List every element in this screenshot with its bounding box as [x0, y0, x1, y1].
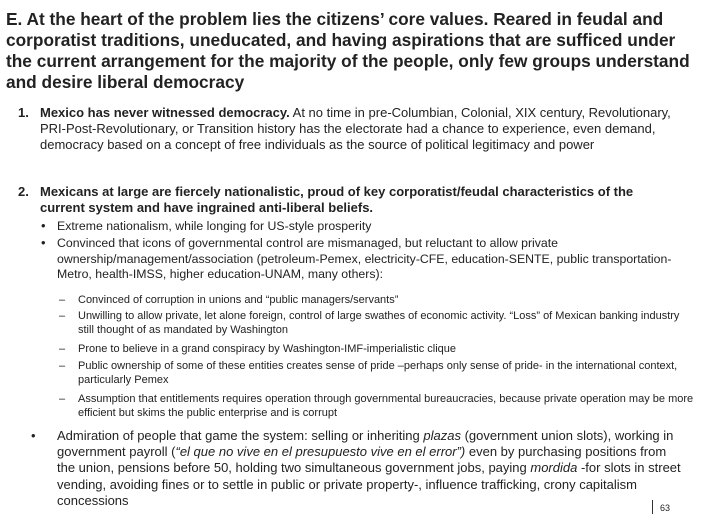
- page-number: 63: [660, 503, 671, 513]
- point-1: [40, 105, 700, 154]
- bullet-3-italic-plazas: plazas: [423, 428, 461, 443]
- point-2-number: 2.: [18, 184, 29, 199]
- dash-icon: –: [59, 360, 66, 372]
- dash-item-2: Unwilling to allow private, let alone foreign, control of large swathes of economic activity. “Loss” of Mexican banking industry still thought of as mandated by Washington: [78, 310, 680, 337]
- dash-icon: –: [59, 343, 66, 355]
- bullet-3-italic-mordida: mordida: [530, 460, 578, 476]
- point-2-heading: Mexicans at large are fiercely nationalistic, proud of key corporatist/feudal characteristics of the current system and have ingrained anti-liberal beliefs.: [40, 184, 634, 216]
- bullet-3-italic-quote: “el que no vive en el presupuesto vive en el error”): [175, 444, 466, 460]
- bullet-icon: •: [41, 235, 46, 250]
- point-1-text: At no time in pre-Columbian, Colonial, XIX century, Revolutionary, PRI-Post-Revolutionary, or Transition history has the electorate had a chance to experience, even demand, democracy based on a concept of free individuals as the source of political legitimacy and power: [40, 105, 671, 153]
- bullet-1: Extreme nationalism, while longing for US-style prosperity: [57, 219, 372, 233]
- dash-icon: –: [59, 294, 66, 306]
- dash-item-5: Assumption that entitlements requires operation through governmental bureaucracies, because private operation may be more efficient but skims the public enterprise and is corrupt: [78, 393, 694, 420]
- bullet-icon: •: [41, 218, 46, 233]
- bullet-3-text-c: even by purchasing positions from the union, pensions before 50, holding two simultaneous government jobs, paying: [57, 444, 667, 476]
- point-1-heading: Mexico has never witnessed democracy.: [40, 105, 290, 120]
- dash-item-4: Public ownership of some of these entities creates sense of pride –perhaps only sense of pride- in the international context, particularly Pemex: [78, 360, 678, 387]
- bullet-2: Convinced that icons of governmental control are mismanaged, but reluctant to allow private ownership/management/association (petroleum-Pemex, electricity-CFE, education-SENTE, public transportation-Metro, health-IMSS, higher education-UNAM, many others):: [57, 236, 672, 282]
- bullet-3-text-a: Admiration of people that game the system: selling or inheriting: [57, 428, 424, 443]
- dash-item-1: Convinced of corruption in unions and “public managers/servants”: [78, 294, 399, 306]
- point-1-number: 1.: [18, 105, 29, 120]
- slide-title: E. At the heart of the problem lies the citizens’ core values. Reared in feudal and corporatist traditions, uneducated, and having aspirations that are sufficed under the current arrangement for the majority of the people, only few groups understand and desire liberal democracy: [6, 9, 690, 92]
- dash-icon: –: [59, 393, 66, 405]
- bullet-3-text-d: -for slots in street vending, avoiding fines or to settle in public or private property-, influence trafficking, crony capitalism concessions: [57, 460, 681, 508]
- bullet-3: [57, 428, 687, 509]
- bullet-icon: •: [31, 428, 36, 443]
- dash-item-3: Prone to believe in a grand conspiracy by Washington-IMF-imperialistic clique: [78, 343, 457, 355]
- bullet-3-text-b: (government union slots), working in government payroll (: [57, 428, 674, 460]
- footer-divider: [652, 500, 653, 514]
- dash-icon: –: [59, 310, 66, 322]
